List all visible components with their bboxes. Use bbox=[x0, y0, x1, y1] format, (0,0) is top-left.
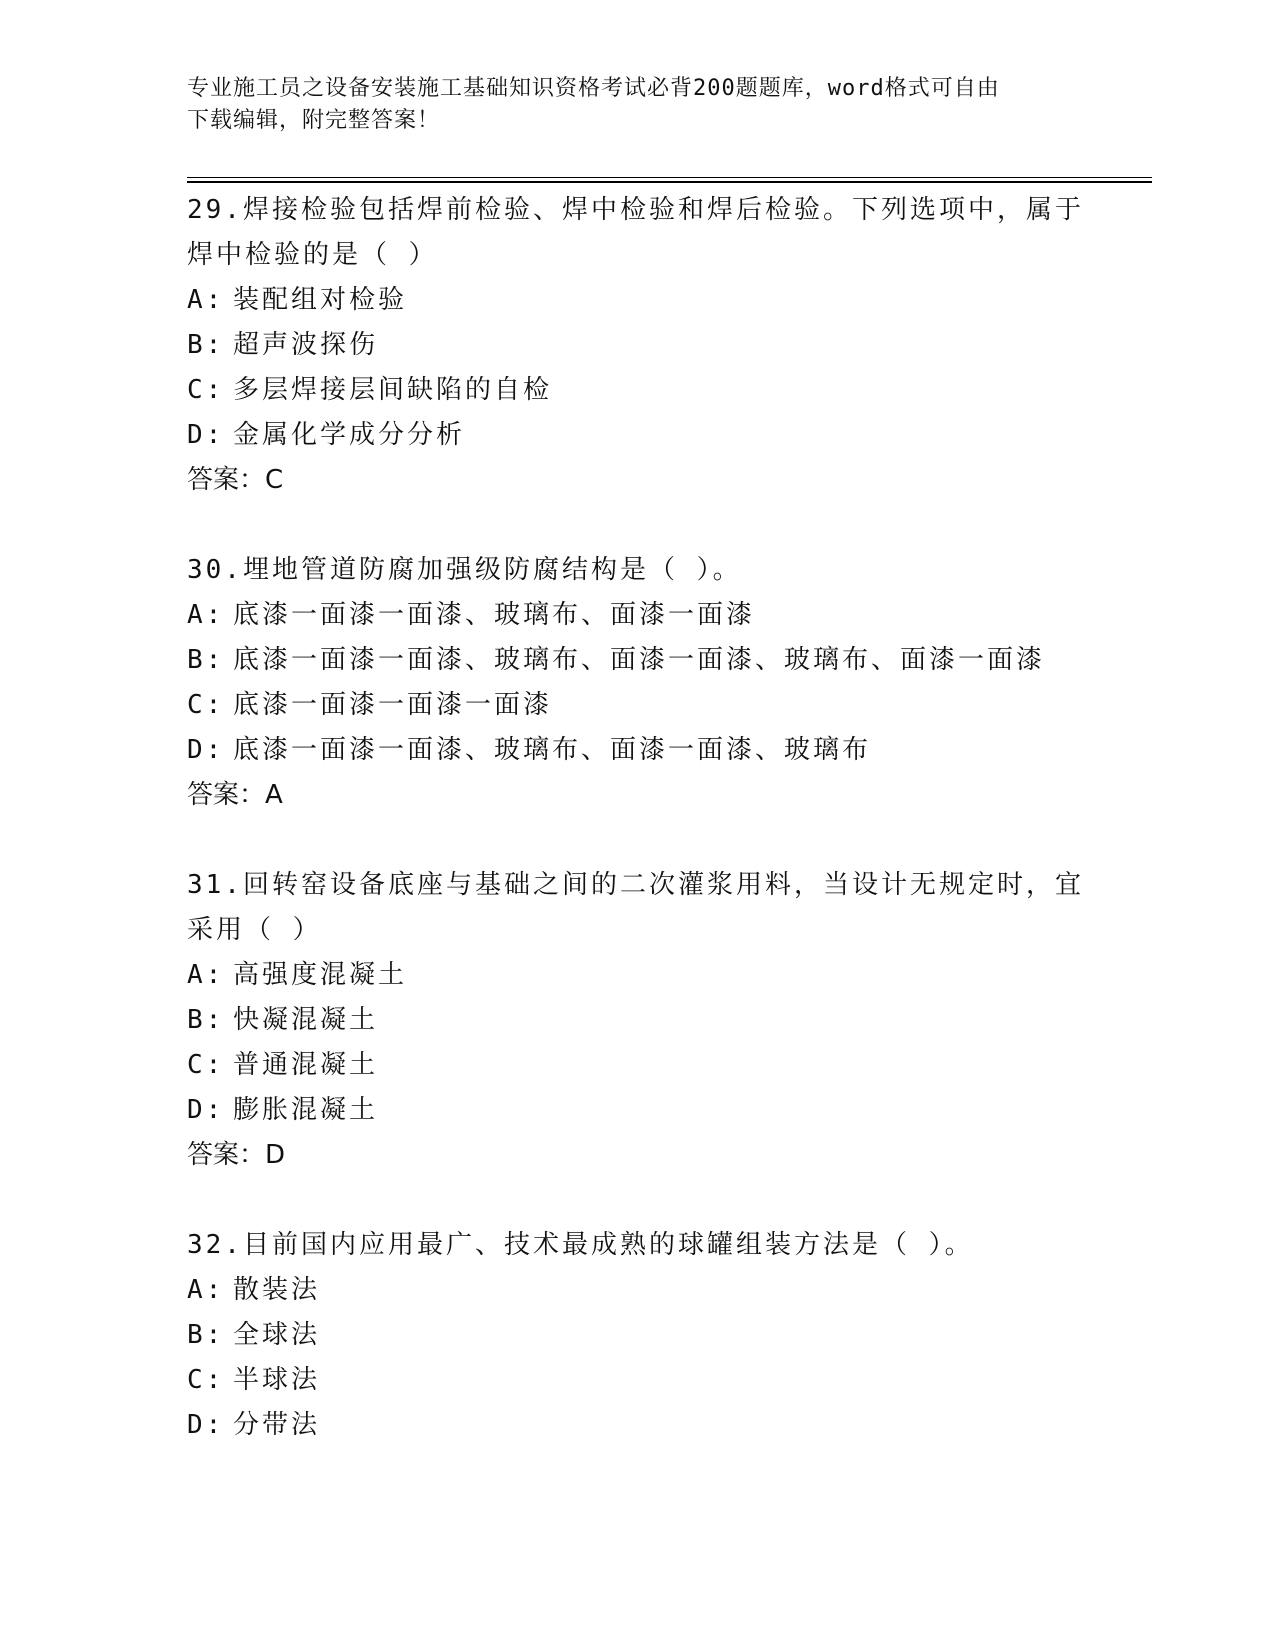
option-text: 底漆一面漆一面漆一面漆 bbox=[233, 690, 553, 720]
option-letter: C: bbox=[187, 375, 225, 405]
option-d bbox=[187, 728, 1087, 773]
option-letter: A: bbox=[187, 1275, 225, 1305]
option-letter: C: bbox=[187, 1365, 225, 1395]
option-b bbox=[187, 638, 1087, 683]
option-d bbox=[187, 1088, 1087, 1133]
question-stem-continued: 采用（ ） bbox=[187, 915, 322, 945]
question-stem-continued: 焊中检验的是（ ） bbox=[187, 240, 438, 270]
question-30 bbox=[187, 548, 1087, 818]
option-text: 超声波探伤 bbox=[233, 330, 379, 360]
option-text: 分带法 bbox=[233, 1410, 321, 1440]
option-text: 底漆一面漆一面漆、玻璃布、面漆一面漆、玻璃布、面漆一面漆 bbox=[233, 645, 1046, 675]
option-b bbox=[187, 323, 1087, 368]
option-letter: B: bbox=[187, 330, 225, 360]
question-stem: 29.焊接检验包括焊前检验、焊中检验和焊后检验。下列选项中，属于 bbox=[187, 195, 1084, 225]
option-text: 装配组对检验 bbox=[233, 285, 408, 315]
option-letter: D: bbox=[187, 1410, 225, 1440]
question-stem: 30.埋地管道防腐加强级防腐结构是（ ）。 bbox=[187, 555, 742, 585]
answer-line: 答案：A bbox=[187, 780, 283, 810]
option-letter: C: bbox=[187, 1050, 225, 1080]
option-letter: A: bbox=[187, 960, 225, 990]
option-text: 底漆一面漆一面漆、玻璃布、面漆一面漆、玻璃布 bbox=[233, 735, 872, 765]
question-stem: 31.回转窑设备底座与基础之间的二次灌浆用料，当设计无规定时，宜 bbox=[187, 870, 1084, 900]
option-text: 散装法 bbox=[233, 1275, 321, 1305]
option-c bbox=[187, 1358, 1087, 1403]
answer-line: 答案：D bbox=[187, 1140, 286, 1170]
option-letter: B: bbox=[187, 645, 225, 675]
option-d bbox=[187, 413, 1087, 458]
question-list bbox=[187, 188, 1087, 1493]
option-d bbox=[187, 1403, 1087, 1448]
option-letter: B: bbox=[187, 1005, 225, 1035]
question-32 bbox=[187, 1223, 1087, 1448]
answer-line: 答案：C bbox=[187, 465, 284, 495]
question-stem: 32.目前国内应用最广、技术最成熟的球罐组装方法是（ ）。 bbox=[187, 1230, 974, 1260]
header-line-2: 下载编辑，附完整答案！ bbox=[187, 108, 441, 133]
option-text: 普通混凝土 bbox=[233, 1050, 379, 1080]
option-text: 全球法 bbox=[233, 1320, 321, 1350]
option-letter: A: bbox=[187, 600, 225, 630]
document-header bbox=[187, 73, 1077, 137]
option-letter: B: bbox=[187, 1320, 225, 1350]
option-b bbox=[187, 998, 1087, 1043]
option-letter: A: bbox=[187, 285, 225, 315]
question-29 bbox=[187, 188, 1087, 503]
option-a bbox=[187, 953, 1087, 998]
option-c bbox=[187, 1043, 1087, 1088]
option-letter: D: bbox=[187, 735, 225, 765]
option-letter: C: bbox=[187, 690, 225, 720]
option-text: 多层焊接层间缺陷的自检 bbox=[233, 375, 553, 405]
option-letter: D: bbox=[187, 420, 225, 450]
option-text: 金属化学成分分析 bbox=[233, 420, 466, 450]
option-letter: D: bbox=[187, 1095, 225, 1125]
option-b bbox=[187, 1313, 1087, 1358]
option-text: 底漆一面漆一面漆、玻璃布、面漆一面漆 bbox=[233, 600, 756, 630]
option-c bbox=[187, 368, 1087, 413]
option-text: 半球法 bbox=[233, 1365, 321, 1395]
option-c bbox=[187, 683, 1087, 728]
option-text: 快凝混凝土 bbox=[233, 1005, 379, 1035]
header-line-1: 专业施工员之设备安装施工基础知识资格考试必背200题题库，word格式可自由 bbox=[187, 76, 1000, 101]
header-divider-thick bbox=[187, 181, 1152, 183]
option-a bbox=[187, 1268, 1087, 1313]
option-a bbox=[187, 278, 1087, 323]
header-divider-thin bbox=[187, 177, 1152, 178]
option-text: 膨胀混凝土 bbox=[233, 1095, 379, 1125]
option-text: 高强度混凝土 bbox=[233, 960, 408, 990]
question-31 bbox=[187, 863, 1087, 1178]
option-a bbox=[187, 593, 1087, 638]
